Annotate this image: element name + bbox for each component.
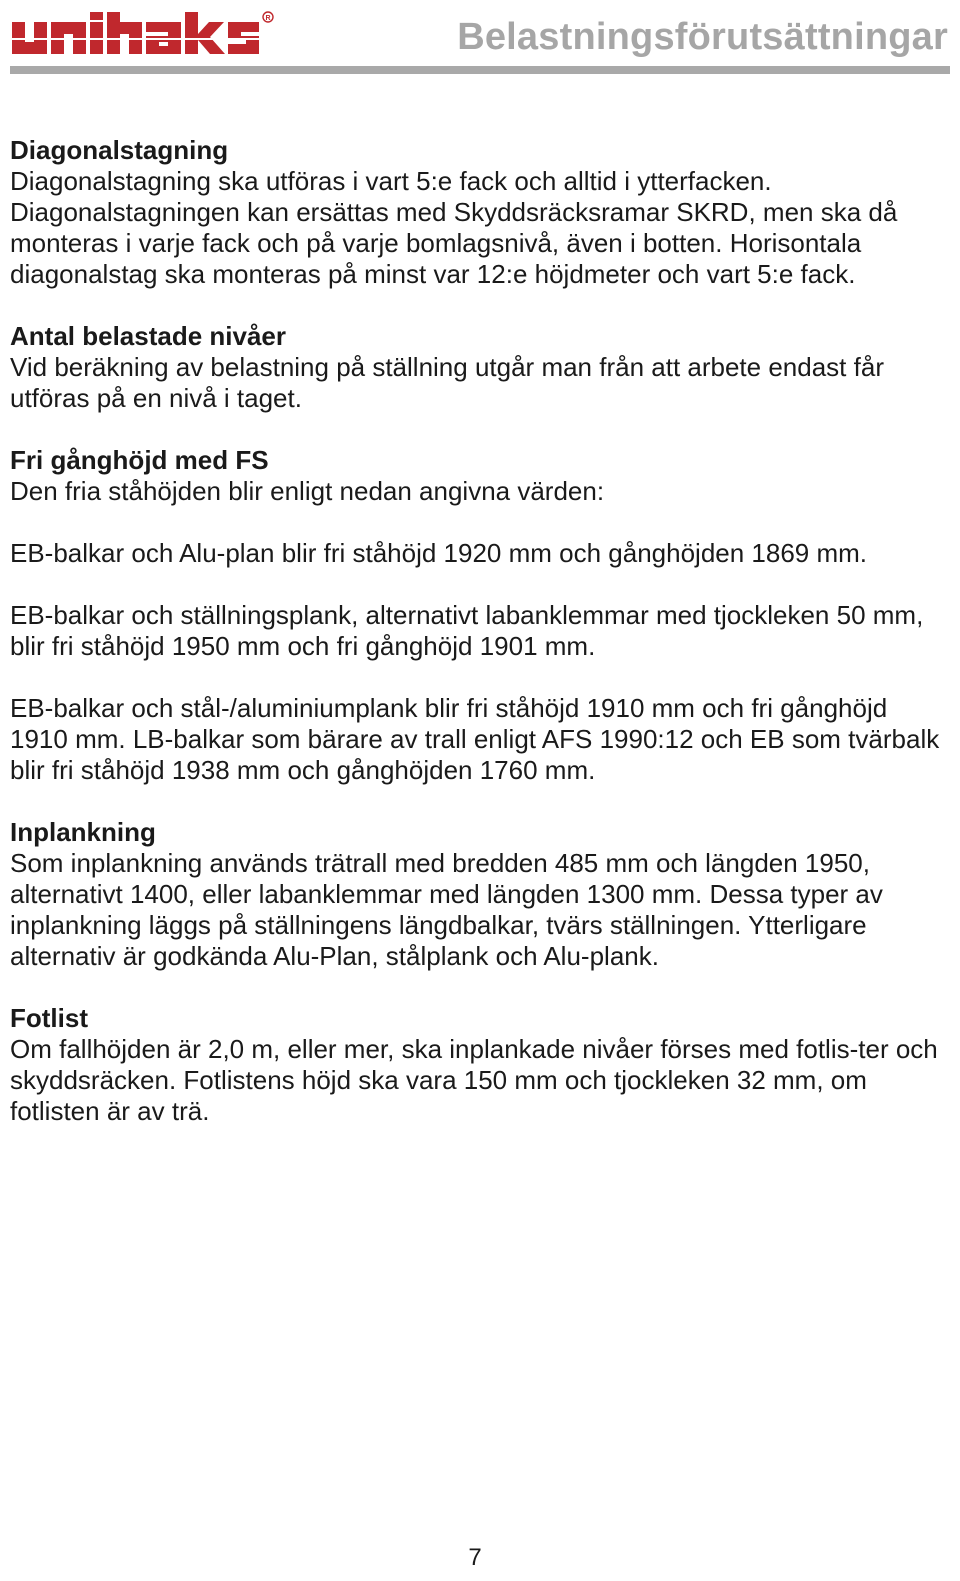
page-header (10, 0, 950, 80)
section-heading: Inplankning (10, 817, 156, 847)
paragraph: EB-balkar och Alu-plan blir fri ståhöjd 1920 mm och gånghöjden 1869 mm. (10, 538, 868, 568)
unihak-logo-graphic (10, 8, 274, 60)
section-inplankning (10, 817, 944, 972)
paragraph: Diagonalstagning ska utföras i vart 5:e fack och alltid i ytterfacken. Diagonalstagningen kan ersättas med Skyddsräcksramar SKRD, men ska då monteras i varje fack och på varje bomlagsnivå, även i botten. Horisontala diagonalstag ska monteras på minst var 12:e höjdmeter och vart 5:e fack. (10, 166, 898, 289)
svg-text:R: R (265, 15, 271, 22)
paragraph: EB-balkar och stål-/aluminiumplank blir fri ståhöjd 1910 mm och fri gånghöjd 1910 mm. LB-balkar som bärare av trall enligt AFS 1990:12 och EB som tvärbalk blir fri ståhöjd 1938 mm och gånghöjden 1760 mm. (10, 693, 940, 785)
document-body (10, 135, 944, 1158)
page-title: Belastningsförutsättningar (457, 16, 948, 58)
paragraph: Vid beräkning av belastning på ställning utgår man från att arbete endast får utföras på en nivå i taget. (10, 352, 884, 413)
section-heading: Diagonalstagning (10, 135, 229, 165)
page-number: 7 (468, 1544, 482, 1571)
section-diagonalstagning (10, 135, 944, 290)
section-heading: Antal belastade nivåer (10, 321, 286, 351)
header-rule (10, 66, 950, 74)
section-heading: Fotlist (10, 1003, 88, 1033)
section-fri-ganghojd (10, 445, 944, 786)
paragraph: EB-balkar och ställningsplank, alternativt labanklemmar med tjockleken 50 mm, blir fri ståhöjd 1950 mm och fri gånghöjd 1901 mm. (10, 600, 924, 661)
paragraph: Som inplankning används trätrall med bredden 485 mm och längden 1950, alternativt 1400, eller labanklemmar med längden 1300 mm. Dessa typer av inplankning läggs på ställningens längdbalkar, tvärs ställningen. Ytterligare alternativ är godkända Alu-Plan, stålplank och Alu-plank. (10, 848, 883, 971)
paragraph: Den fria ståhöjden blir enligt nedan angivna värden: (10, 476, 605, 506)
section-fotlist (10, 1003, 944, 1127)
section-antal-belastade-nivaer (10, 321, 944, 414)
paragraph: Om fallhöjden är 2,0 m, eller mer, ska inplankade nivåer förses med fotlis-ter och skyddsräcken. Fotlistens höjd ska vara 150 mm och tjockleken 32 mm, om fotlisten är av trä. (10, 1034, 938, 1126)
unihak-logo (10, 8, 274, 60)
section-heading: Fri gånghöjd med FS (10, 445, 269, 475)
